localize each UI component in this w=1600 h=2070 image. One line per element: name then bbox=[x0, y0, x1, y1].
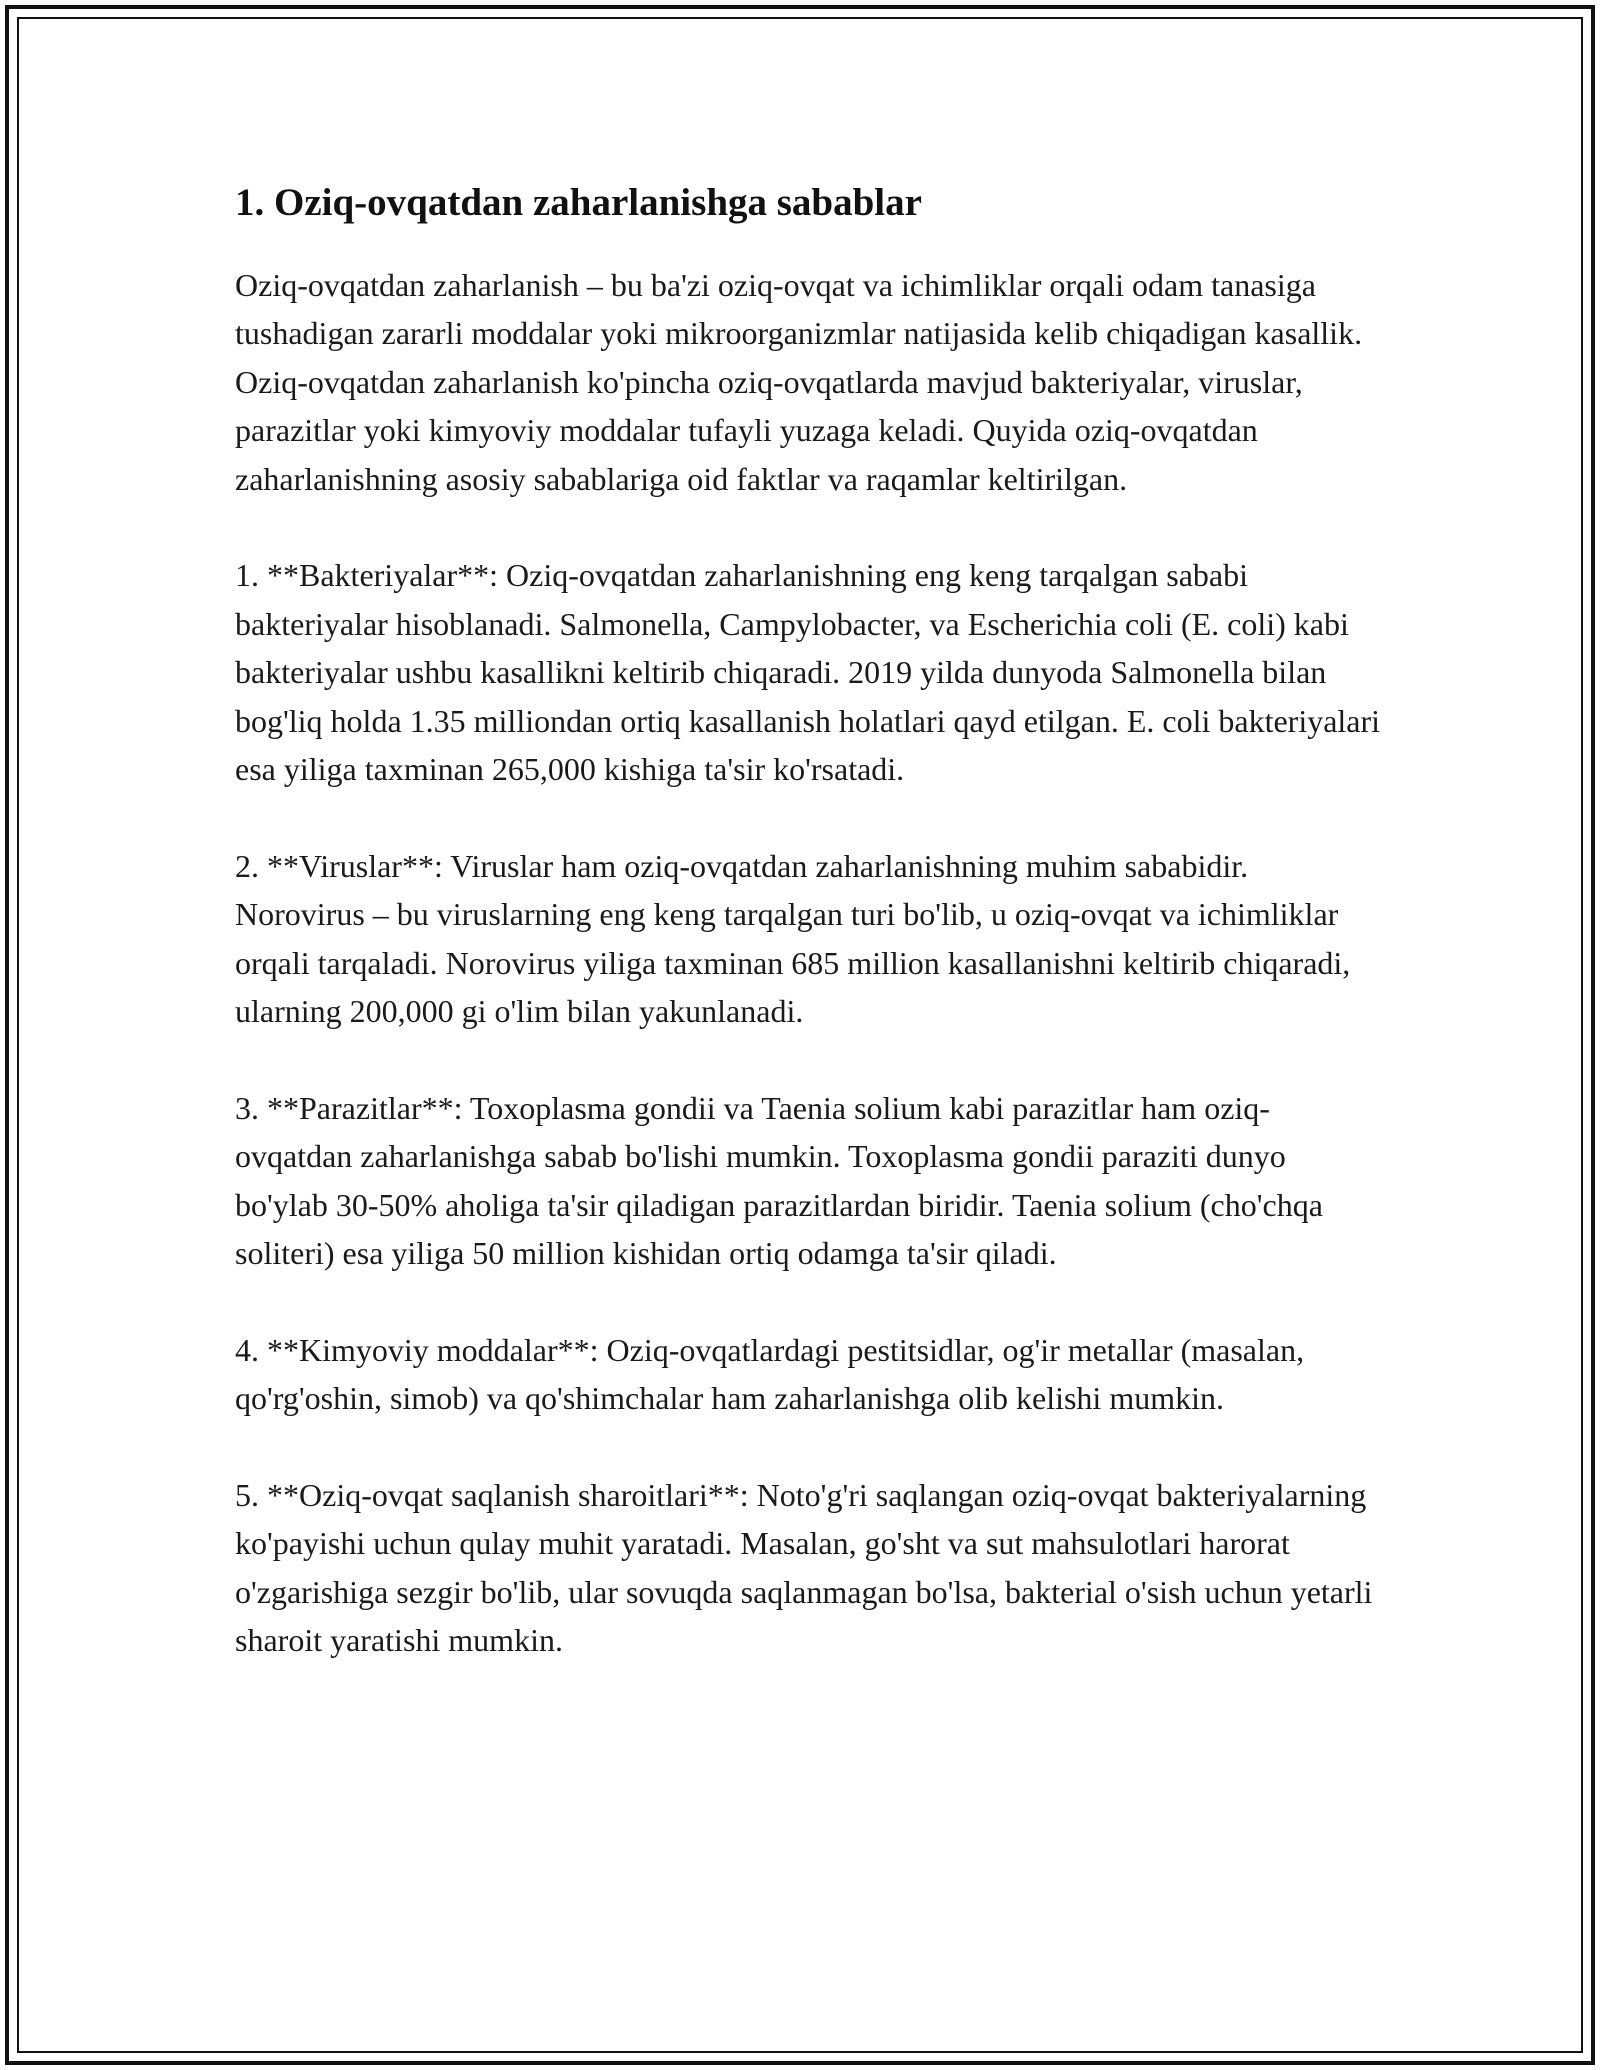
paragraph-bacteria: 1. **Bakteriyalar**: Oziq-ovqatdan zaharlanishning eng keng tarqalgan sababi bakteriyalar hisoblanadi. Salmonella, Campylobacter, va Escherichia coli (E. coli) kabi bakteriyalar ushbu kasallikni keltirib chiqaradi. 2019 yilda dunyoda Salmonella bilan bog'liq holda 1.35 milliondan ortiq kasallanish holatlari qayd etilgan. E. coli bakteriyalari esa yiliga taxminan 265,000 kishiga ta'sir ko'rsatadi. bbox=[235, 557, 1381, 788]
document-body bbox=[235, 180, 1385, 1665]
paragraph-parasites: 3. **Parazitlar**: Toxoplasma gondii va Taenia solium kabi parazitlar ham oziq-ovqatdan zaharlanishga sabab bo'lishi mumkin. Toxoplasma gondii paraziti dunyo bo'ylab 30-50% aholiga ta'sir qiladigan parazitlardan biridir. Taenia solium (cho'chqa soliteri) esa yiliga 50 million kishidan ortiq odamga ta'sir qiladi. bbox=[235, 1089, 1323, 1272]
paragraph-chemicals: 4. **Kimyoviy moddalar**: Oziq-ovqatlardagi pestitsidlar, og'ir metallar (masalan, qo'rg'oshin, simob) va qo'shimchalar ham zaharlanishga olib kelishi mumkin. bbox=[235, 1331, 1305, 1417]
section-heading: 1. Oziq-ovqatdan zaharlanishga sabablar bbox=[235, 181, 922, 224]
paragraph-storage-conditions: 5. **Oziq-ovqat saqlanish sharoitlari**: Noto'g'ri saqlangan oziq-ovqat bakteriyalarning ko'payishi uchun qulay muhit yaratadi. Masalan, go'sht va sut mahsulotlari harorat o'zgarishiga sezgir bo'lib, ular sovuqda saqlanmagan bo'lsa, bakterial o'sish uchun yetarli sharoit yaratishi mumkin. bbox=[235, 1476, 1373, 1659]
intro-paragraph: Oziq-ovqatdan zaharlanish – bu ba'zi oziq-ovqat va ichimliklar orqali odam tanasiga tushadigan zararli moddalar yoki mikroorganizmlar natijasida kelib chiqadigan kasallik. Oziq-ovqatdan zaharlanish ko'pincha oziq-ovqatlarda mavjud bakteriyalar, viruslar, parazitlar yoki kimyoviy moddalar tufayli yuzaga keladi. Quyida oziq-ovqatdan zaharlanishning asosiy sabablariga oid faktlar va raqamlar keltirilgan. bbox=[235, 266, 1363, 497]
paragraph-viruses: 2. **Viruslar**: Viruslar ham oziq-ovqatdan zaharlanishning muhim sababidir. Norovirus – bu viruslarning eng keng tarqalgan turi bo'lib, u oziq-ovqat va ichimliklar orqali tarqaladi. Norovirus yiliga taxminan 685 million kasallanishni keltirib chiqaradi, ularning 200,000 gi o'lim bilan yakunlanadi. bbox=[235, 847, 1351, 1030]
